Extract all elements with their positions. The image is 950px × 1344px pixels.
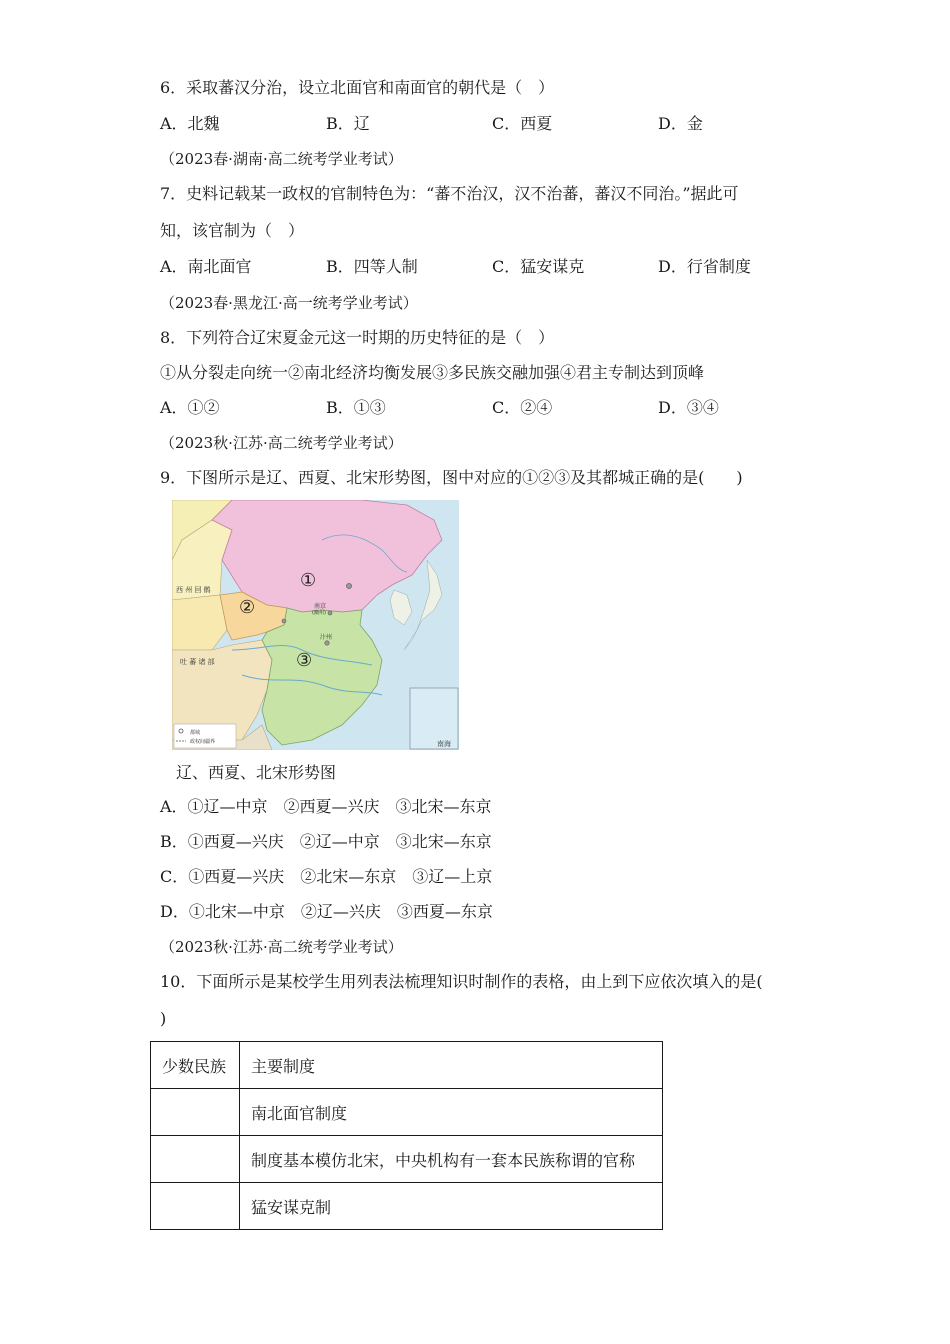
table-cell-system: 制度基本模仿北宋，中央机构有一套本民族称谓的官称 (240, 1136, 663, 1183)
table-cell-system: 南北面官制度 (240, 1089, 663, 1136)
map-capital-nanjing (328, 611, 332, 615)
q9-map-caption: 辽、西夏、北宋形势图 (176, 763, 337, 782)
map-capital-liao (346, 583, 351, 588)
q7-stem-line1: 7．史料记载某一政权的官制特色为：“蕃不治汉，汉不治蕃，蕃汉不同治。”据此可 (160, 184, 739, 203)
q7-source: （2023春·湖南·高二统考学业考试） (160, 150, 403, 168)
table-cell-system: 猛安谋克制 (240, 1183, 663, 1230)
q9-option-c[interactable]: C．①西夏—兴庆 ②北宋—东京 ③辽—上京 (160, 867, 493, 886)
map-capital-song (325, 641, 329, 645)
q8-option-d[interactable]: D．③④ (658, 398, 719, 417)
map-marker-3: ③ (296, 650, 313, 671)
map-marker-2: ② (239, 597, 256, 618)
map-legend-border: 政权间疆界 (190, 739, 216, 745)
table-cell-minority-blank[interactable] (151, 1136, 240, 1183)
q8-option-a[interactable]: A．①② (160, 398, 220, 417)
q7-option-a[interactable]: A．南北面官 (160, 257, 252, 276)
q8-option-c[interactable]: C．②④ (492, 398, 553, 417)
q10-stem-line2: ) (160, 1009, 167, 1028)
q8-statement: ①从分裂走向统一②南北经济均衡发展③多民族交融加强④君主专制达到顶峰 (160, 363, 705, 382)
table-header-system: 主要制度 (240, 1042, 663, 1089)
q7-option-c[interactable]: C．猛安谋克 (492, 257, 585, 276)
q9-source: （2023秋·江苏·高二统考学业考试） (160, 434, 403, 452)
table-row (151, 1136, 663, 1183)
knowledge-table (150, 1041, 663, 1230)
table-cell-minority-blank[interactable] (151, 1183, 240, 1230)
q9-option-b[interactable]: B．①西夏—兴庆 ②辽—中京 ③北宋—东京 (160, 832, 492, 851)
q6-stem: 6．采取蕃汉分治，设立北面官和南面官的朝代是（ ） (160, 78, 555, 97)
table-cell-minority-blank[interactable] (151, 1089, 240, 1136)
q6-option-d[interactable]: D．金 (658, 114, 703, 133)
q7-stem-line2: 知，该官制为（ ） (160, 221, 305, 240)
map-inset-label: 南海 (437, 740, 451, 748)
map-label-nanjing: 南京 (314, 603, 327, 610)
table-header-row (151, 1042, 663, 1089)
table-header-minority: 少数民族 (151, 1042, 240, 1089)
map-legend-capital: 都城 (190, 730, 201, 736)
q8-option-b[interactable]: B．①③ (326, 398, 386, 417)
q9-stem: 9．下图所示是辽、西夏、北宋形势图，图中对应的①②③及其都城正确的是( ) (160, 468, 743, 487)
map-label-tubo: 吐 蕃 诸 部 (180, 658, 215, 666)
liao-xixia-song-map (172, 500, 459, 750)
q8-stem: 8．下列符合辽宋夏金元这一时期的历史特征的是（ ） (160, 328, 555, 347)
q10-source: （2023秋·江苏·高二统考学业考试） (160, 938, 403, 956)
q6-option-a[interactable]: A．北魏 (160, 114, 220, 133)
map-capital-xixia (282, 619, 286, 623)
q10-stem-line1: 10．下面所示是某校学生用列表法梳理知识时制作的表格，由上到下应依次填入的是( (160, 972, 763, 991)
q7-option-b[interactable]: B．四等人制 (326, 257, 418, 276)
table-row (151, 1089, 663, 1136)
map-label-youzhou: (幽州) (312, 610, 326, 616)
q6-option-b[interactable]: B．辽 (326, 114, 370, 133)
q9-option-d[interactable]: D．①北宋—中京 ②辽—兴庆 ③西夏—东京 (160, 902, 493, 921)
map-label-xizhou: 西 州 回 鹘 (176, 586, 211, 594)
q8-source: （2023春·黑龙江·高一统考学业考试） (160, 294, 418, 312)
map-marker-1: ① (300, 570, 317, 591)
q7-option-d[interactable]: D．行省制度 (658, 257, 751, 276)
q9-option-a[interactable]: A．①辽—中京 ②西夏—兴庆 ③北宋—东京 (160, 797, 492, 816)
table-row (151, 1183, 663, 1230)
q6-option-c[interactable]: C．西夏 (492, 114, 553, 133)
map-label-bianzhou: 汴州 (320, 634, 333, 641)
